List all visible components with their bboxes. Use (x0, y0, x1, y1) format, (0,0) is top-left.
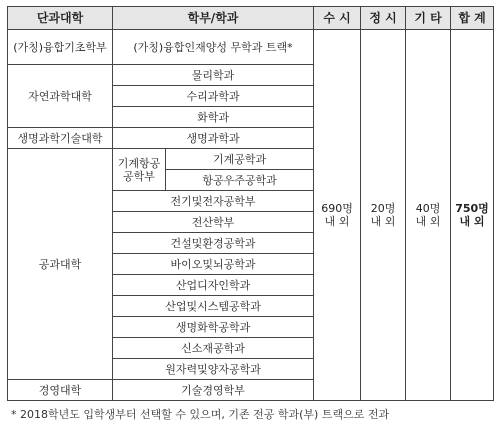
header-row (8, 7, 494, 30)
college-cell: 자연과학대학 (8, 65, 113, 128)
department-cell: 신소재공학과 (113, 338, 314, 359)
department-cell: 항공우주공학과 (166, 170, 314, 191)
department-cell: 전산학부 (113, 212, 314, 233)
other-count: 40명 내 외 (406, 30, 451, 401)
department-cell: 생명과학과 (113, 128, 314, 149)
department-cell: 산업디자인학과 (113, 275, 314, 296)
college-cell: 경영대학 (8, 380, 113, 401)
college-cell: 공과대학 (8, 149, 113, 380)
department-cell: 생명화학공학과 (113, 317, 314, 338)
department-cell: 바이오및뇌공학과 (113, 254, 314, 275)
header-total: 합 계 (451, 7, 494, 30)
header-department: 학부/학과 (113, 7, 314, 30)
college-cell: 생명과학기술대학 (8, 128, 113, 149)
school-group-cell: 기계항공공학부 (113, 149, 166, 191)
header-other: 기 타 (406, 7, 451, 30)
department-cell: 기술경영학부 (113, 380, 314, 401)
department-cell: 수리과학과 (113, 86, 314, 107)
early-count: 690명 내 외 (314, 30, 361, 401)
admission-quota-table (7, 6, 494, 401)
department-cell: 산업및시스템공학과 (113, 296, 314, 317)
department-cell: 원자력및양자공학과 (113, 359, 314, 380)
header-early: 수 시 (314, 7, 361, 30)
department-cell: 건설및환경공학과 (113, 233, 314, 254)
footnote: * 2018학년도 입학생부터 선택할 수 있으며, 기존 전공 학과(부) 트랙으로 전과 (11, 408, 390, 421)
department-cell: 물리학과 (113, 65, 314, 86)
admission-table-page (7, 6, 493, 425)
college-cell: (가칭)융합기초학부 (8, 30, 113, 65)
department-cell: 전기및전자공학부 (113, 191, 314, 212)
department-cell: 기계공학과 (166, 149, 314, 170)
header-regular: 정 시 (361, 7, 406, 30)
department-cell: 화학과 (113, 107, 314, 128)
total-count: 750명 내 외 (451, 30, 494, 401)
table-row (8, 30, 494, 65)
department-cell: (가칭)융합인재양성 무학과 트랙* (113, 30, 314, 65)
header-college: 단과대학 (8, 7, 113, 30)
regular-count: 20명 내 외 (361, 30, 406, 401)
